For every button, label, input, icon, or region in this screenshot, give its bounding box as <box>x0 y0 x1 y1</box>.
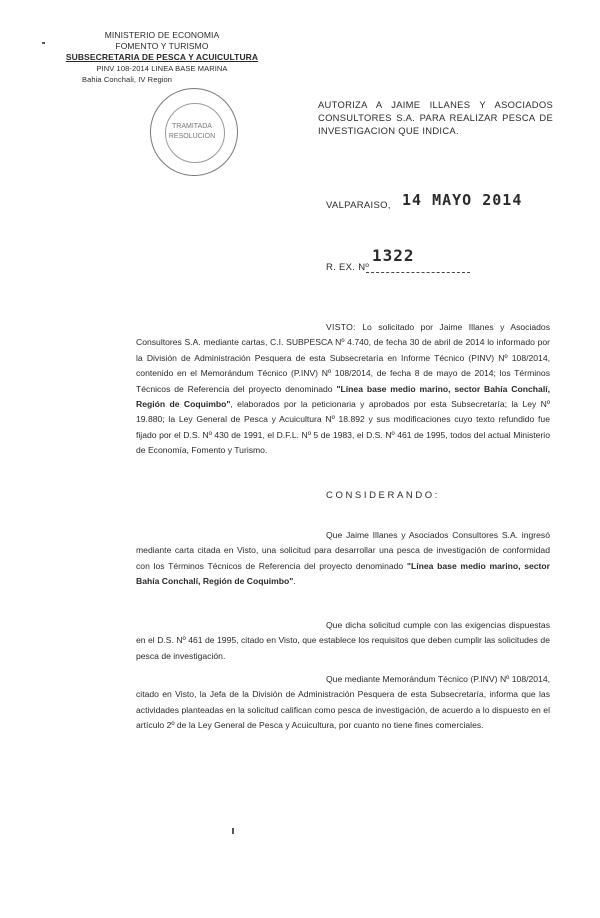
undersecretariat-name: SUBSECRETARIA DE PESCA Y ACUICULTURA <box>65 52 259 62</box>
visto-label: VISTO: <box>326 322 356 332</box>
scan-mark <box>42 42 45 44</box>
considerando-1-text-1: Que Jaime Illanes y Asociados Consultores S.A. ingresó mediante carta citada en Visto, una solicitud para desarrollar una pesca de investigación de conformidad con los Términos Técnicos de Referencia del proyecto denominado <box>136 530 550 571</box>
resolution-date: 14 MAYO 2014 <box>402 191 523 209</box>
considerando-paragraph-1 <box>136 528 550 590</box>
rex-number: 1322 <box>372 246 415 265</box>
stamp-line-1: TRAMITADA <box>172 123 212 130</box>
rex-label: R. EX. Nº <box>326 262 370 273</box>
letterhead <box>62 30 262 85</box>
considerando-1-project-name: "Línea base medio marino, sector Bahía Conchalí, Región de Coquimbo" <box>136 560 550 587</box>
ministry-name: MINISTERIO DE ECONOMIA <box>104 30 220 40</box>
place-label: VALPARAISO, <box>326 200 391 211</box>
scan-mark-bottom <box>232 828 234 834</box>
considerando-1-text-2: . <box>293 576 296 587</box>
considerando-paragraph-3 <box>136 672 550 734</box>
file-reference: PINV 108-2014 LINEA BASE MARINA <box>96 64 228 73</box>
considerando-heading: CONSIDERANDO: <box>326 490 441 501</box>
visto-text-1: Lo solicitado por Jaime Illanes y Asociados Consultores S.A. mediante cartas, C.I. SUBPESCA Nº 4.740, de fecha 30 de abril de 2014 lo informado por la División de Administración Pesquera de esta Subsecretaría en Informe Técnico (PINV) Nº 108/2014, contenido en el Memorándum Técnico (P.INV) Nº 108/2014, de fecha 8 de mayo de 2014; los Términos Técnicos de Referencia del proyecto denominado <box>136 322 550 394</box>
considerando-2-text: Que dicha solicitud cumple con las exigencias dispuestas en el D.S. Nº 461 de 1995, citado en Visto, que establece los requisitos que deben cumplir las solicitudes de pesca de investigación. <box>136 620 550 661</box>
considerando-3-text: Que mediante Memorándum Técnico (P.INV) Nº 108/2014, citado en Visto, la Jefa de la División de Administración Pesquera de esta Subsecretaría, informa que las actividades planteadas en la solicitud califican como pesca de investigación, de acuerdo a lo dispuesto en el artículo 2º de la Ley General de Pesca y Acuicultura, por cuanto no tiene fines comerciales. <box>136 674 550 731</box>
visto-project-name: "Línea base medio marino, sector Bahía Conchalí, Región de Coquimbo" <box>136 383 550 410</box>
visto-paragraph <box>136 320 550 459</box>
rex-underline <box>366 272 470 273</box>
considerando-paragraph-2 <box>136 618 550 664</box>
ministry-subtitle: FOMENTO Y TURISMO <box>115 41 209 51</box>
resolution-subject: AUTORIZA A JAIME ILLANES Y ASOCIADOS CONSULTORES S.A. PARA REALIZAR PESCA DE INVESTIGACION QUE INDICA. <box>318 99 553 136</box>
visto-text-2: , elaborados por la peticionaria y aprobados por esta Subsecretaría; la Ley Nº 19.880; la Ley General de Pesca y Acuicultura Nº 18.892 y sus modificaciones cuyo texto refundido fue fijado por el D.S. Nº 430 de 1991, el D.F.L. Nº 5 de 1983, el D.S. Nº 461 de 1995, todos del actual Ministerio de Economía, Fomento y Turismo. <box>136 399 550 456</box>
file-location: Bahia Conchali, IV Region <box>82 75 173 84</box>
stamp-line-2: RESOLUCION <box>168 133 216 140</box>
